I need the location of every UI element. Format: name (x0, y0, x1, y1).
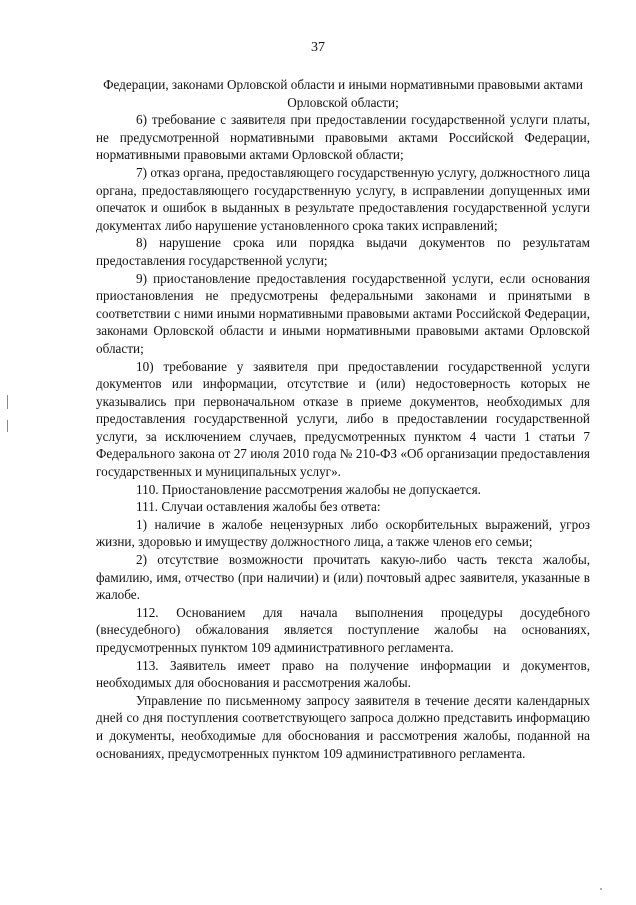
paragraph-section-111-item-2: 2) отсутствие возможности прочитать какую-либо часть текста жалобы, фамилию, имя, отчество (при наличии) и (или) почтовый адрес заявителя, указанные в жалобе. (96, 552, 590, 603)
paragraph-item-10: 10) требование у заявителя при предоставлении государственной услуги документов или информации, отсутствие и (или) недостоверность которых не указывались при первоначальном отказе в приеме документов, необходимых для предоставления государственной услуги, либо в предоставлении государственной услуги, за исключением случаев, предусмотренных пунктом 4 части 1 статьи 7 Федерального закона от 27 июля 2010 года № 210-ФЗ «Об организации предоставления государственных и муниципальных услуг». (96, 358, 590, 480)
paragraph-department-response: Управление по письменному запросу заявителя в течение десяти календарных дней со дня поступления соответствующего запроса должно представить информацию и документы, необходимые для обоснования и рассмотрения жалобы, поданной на основаниях, предусмотренных пунктом 109 административного регламента. (96, 692, 590, 761)
paragraph-item-9: 9) приостановление предоставления государственной услуги, если основания приостановления не предусмотрены федеральными законами и принятыми в соответствии с ними иными нормативными правовыми актами Российской Федерации, законами Орловской области и иными нормативными правовыми актами Орловской области; (96, 270, 590, 356)
page-number: 37 (311, 40, 325, 55)
scan-speck (600, 888, 602, 890)
paragraph-section-112: 112. Основанием для начала выполнения процедуры досудебного (внесудебного) обжалования является поступление жалобы на основаниях, предусмотренных пунктом 109 административного регламента. (96, 604, 590, 655)
scan-margin-mark (7, 395, 8, 409)
paragraph-item-6: 6) требование с заявителя при предоставлении государственной услуги платы, не предусмотренной нормативными правовыми актами Российской Федерации, нормативными правовыми актами Орловской области; (96, 112, 590, 163)
document-text-body (96, 76, 590, 762)
paragraph-section-110: 110. Приостановление рассмотрения жалобы не допускается. (136, 481, 481, 497)
paragraph-section-113: 113. Заявитель имеет право на получение информации и документов, необходимых для обоснования и рассмотрения жалобы. (96, 657, 590, 691)
paragraph-section-111-item-1: 1) наличие в жалобе нецензурных либо оскорбительных выражений, угроз жизни, здоровью и имуществу должностного лица, а также членов его семьи; (96, 516, 590, 550)
paragraph-item-7: 7) отказ органа, предоставляющего государственную услугу, должностного лица органа, предоставляющего государственную услугу, в исправлении допущенных ими опечаток и ошибок в выданных в результате предоставления государственной услуги документах либо нарушение установленного срока таких исправлений; (96, 164, 590, 233)
paragraph-continuation: Федерации, законами Орловской области и иными нормативными правовыми актами Орловской области; (103, 77, 583, 110)
paragraph-section-111: 111. Случаи оставления жалобы без ответа: (136, 499, 381, 515)
paragraph-item-8: 8) нарушение срока или порядка выдачи документов по результатам предоставления государственной услуги; (96, 235, 590, 268)
scan-margin-mark (7, 420, 8, 432)
